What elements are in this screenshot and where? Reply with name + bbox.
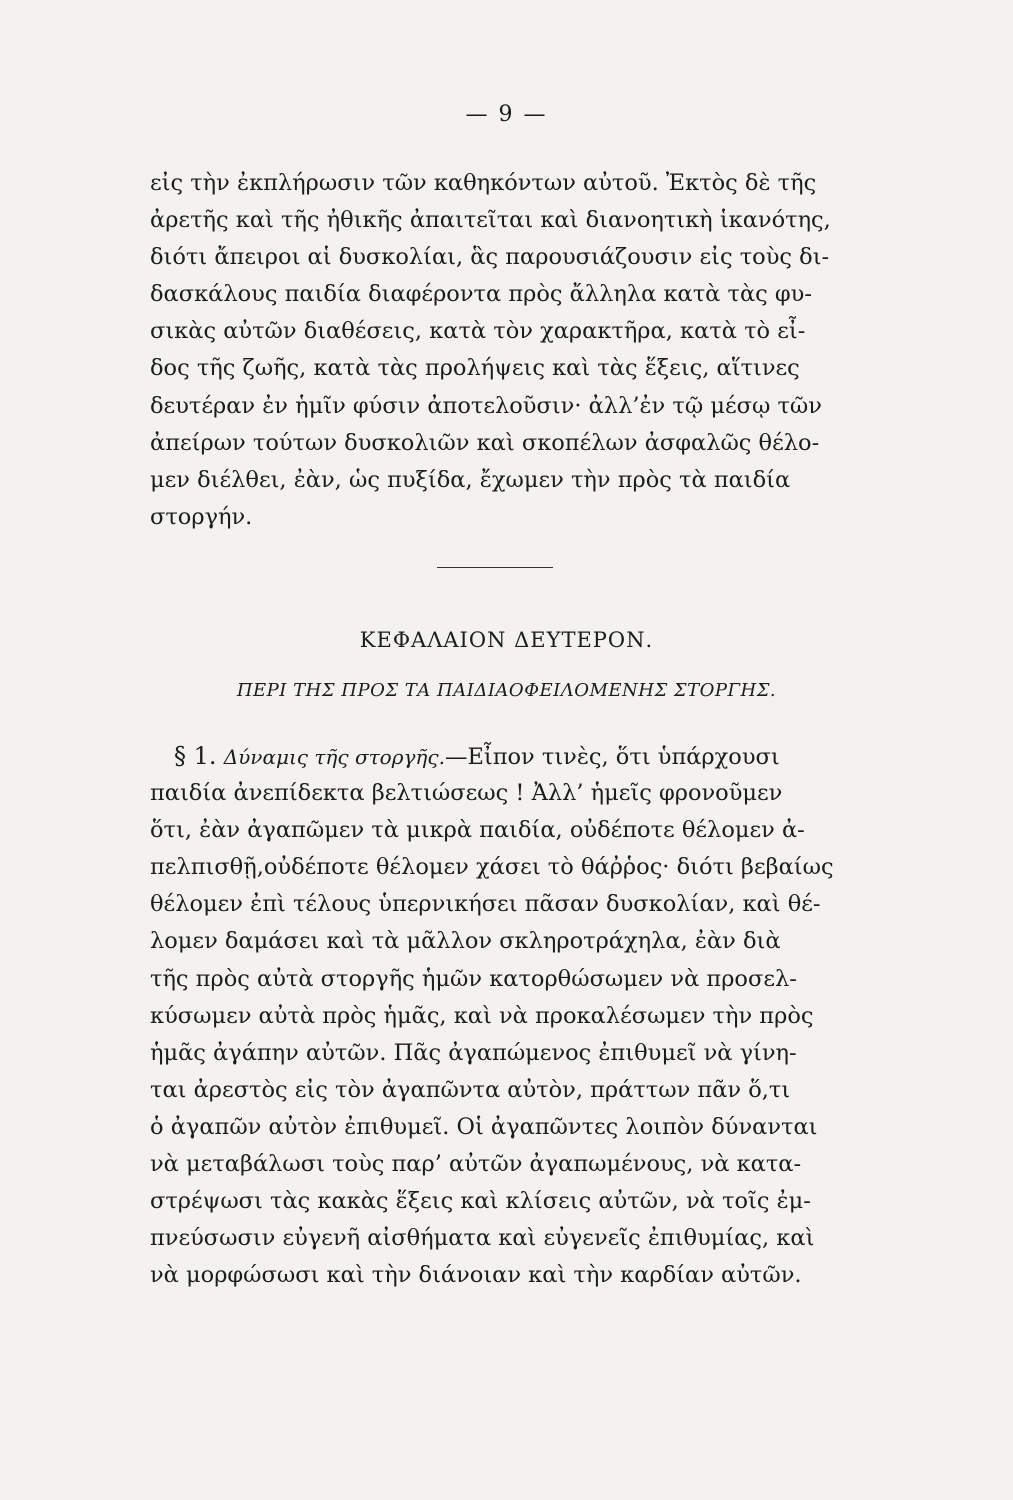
text-line: διότι ἄπειροι αἱ δυσκολίαι, ἃς παρουσιάζουσιν εἰς τοὺς δι- — [150, 244, 830, 271]
section-first-line — [150, 738, 834, 775]
text-line: δος τῆς ζωῆς, κατὰ τὰς προλήψεις καὶ τὰς ἕξεις, αἵτινες — [150, 355, 800, 382]
text-line: εἰς τὴν ἐκπλήρωσιν τῶν καθηκόντων αὐτοῦ. Ἐκτὸς δὲ τῆς — [150, 170, 817, 196]
text-line: λομεν δαμάσει καὶ τὰ μᾶλλον σκληροτράχηλα, ἐὰν διὰ — [150, 928, 781, 955]
text-line: μεν διέλθει, ἐὰν, ὡς πυξίδα, ἔχωμεν τὴν πρὸς τὰ παιδία — [150, 466, 791, 493]
text-line: δευτέραν ἐν ἡμῖν φύσιν ἀποτελοῦσιν· ἀλλ’ἐν τῷ μέσῳ τῶν — [150, 392, 822, 419]
text-line: στρέψωσι τὰς κακὰς ἕξεις καὶ κλίσεις αὐτῶν, νὰ τοῖς ἐμ- — [150, 1188, 811, 1215]
text-line: στοργήν. — [150, 503, 253, 530]
text-line: πνεύσωσιν εὐγενῆ αἰσθήματα καὶ εὐγενεῖς ἐπιθυμίας, καὶ — [150, 1225, 815, 1252]
chapter-subheading: ΠΕΡΙ ΤΗΣ ΠΡΟΣ ΤΑ ΠΑΙΔΙΑΟΦΕΙΛΟΜΕΝΗΣ ΣΤΟΡΓΗΣ. — [236, 680, 777, 701]
section-divider — [437, 567, 553, 568]
chapter-heading: ΚΕΦΑΛΑΙΟΝ ΔΕΥΤΕΡΟΝ. — [359, 628, 654, 652]
text-line: σικὰς αὐτῶν διαθέσεις, κατὰ τὸν χαρακτῆρα, κατὰ τὸ εἶ- — [150, 318, 806, 345]
page-number: — 9 — — [465, 102, 548, 127]
section-mark: § 1. — [174, 742, 217, 770]
text-line: ἡμᾶς ἀγάπην αὐτῶν. Πᾶς ἀγαπώμενος ἐπιθυμεῖ νὰ γίνη- — [150, 1039, 797, 1066]
section-first-line-text: —Εἶπον τινὲς, ὅτι ὑπάρχουσι — [444, 744, 780, 770]
text-line: ται ἀρεστὸς εἰς τὸν ἀγαπῶντα αὐτὸν, πράττων πᾶν ὅ,τι — [150, 1076, 791, 1103]
text-line: ἀπείρων τούτων δυσκολιῶν καὶ σκοπέλων ἀσφαλῶς θέλο- — [150, 429, 820, 456]
section-title: Δύναμις τῆς στοργῆς. — [223, 745, 445, 769]
text-line: νὰ μορφώσωσι καὶ τὴν διάνοιαν καὶ τὴν καρδίαν αὐτῶν. — [150, 1262, 802, 1289]
text-line: πελπισθῇ,οὐδέποτε θέλομεν χάσει τὸ θάῤῥος· διότι βεβαίως — [150, 854, 834, 881]
text-line: τῆς πρὸς αὐτὰ στοργῆς ἡμῶν κατορθώσωμεν νὰ προσελ- — [150, 965, 797, 992]
text-line: ὁ ἀγαπῶν αὐτὸν ἐπιθυμεῖ. Οἱ ἀγαπῶντες λοιπὸν δύνανται — [150, 1113, 818, 1140]
text-line: κύσωμεν αὐτὰ πρὸς ἡμᾶς, καὶ νὰ προκαλέσωμεν τὴν πρὸς — [150, 1002, 814, 1029]
text-line: δασκάλους παιδία διαφέροντα πρὸς ἄλληλα κατὰ τὰς φυ- — [150, 281, 812, 308]
text-line: νὰ μεταβάλωσι τοὺς παρ’ αὐτῶν ἀγαπωμένους, νὰ κατα- — [150, 1151, 802, 1178]
text-line: θέλομεν ἐπὶ τέλους ὑπερνικήσει πᾶσαν δυσκολίαν, καὶ θέ- — [150, 891, 821, 918]
text-line: παιδία ἀνεπίδεκτα βελτιώσεως ! Ἀλλ’ ἡμεῖς φρονοῦμεν — [150, 780, 783, 807]
paragraph-1 — [150, 165, 831, 536]
text-line: ὅτι, ἐὰν ἀγαπῶμεν τὰ μικρὰ παιδία, οὐδέποτε θέλομεν ἀ- — [150, 817, 805, 844]
text-line: ἀρετῆς καὶ τῆς ἠθικῆς ἀπαιτεῖται καὶ διανοητικὴ ἱκανότης, — [150, 207, 831, 234]
paragraph-2 — [150, 738, 834, 1294]
